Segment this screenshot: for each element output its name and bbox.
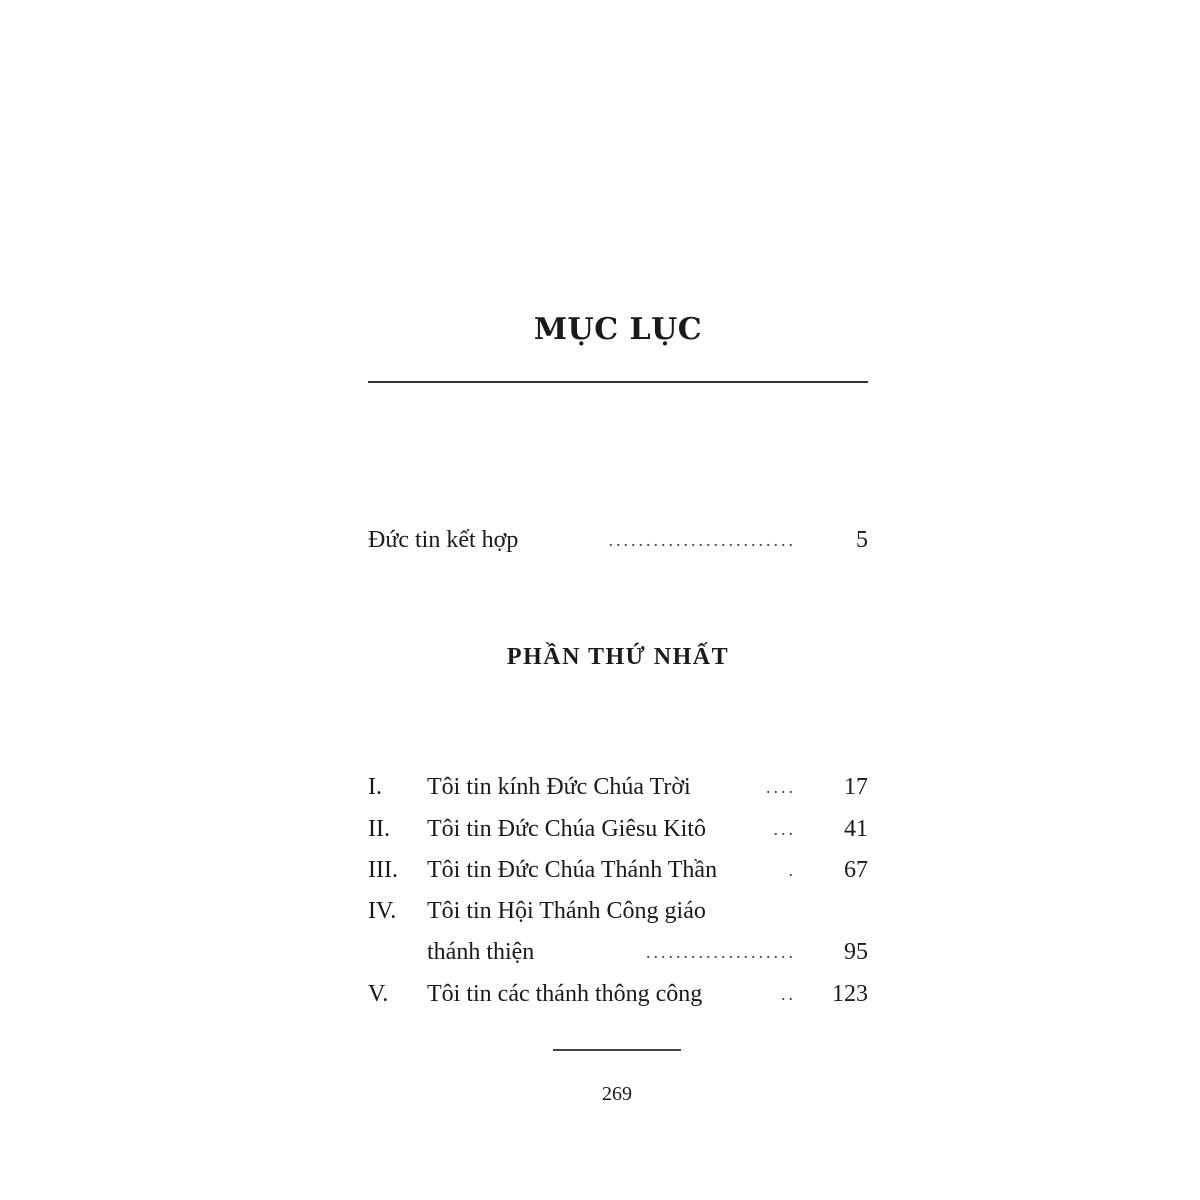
toc-leader-dots: .................... [646, 942, 796, 962]
toc-entry-number: I. [368, 774, 382, 800]
toc-entry [368, 976, 868, 1012]
toc-leader-dots: .... [766, 777, 796, 797]
footer-divider [553, 1049, 681, 1051]
page-title: MỤC LỤC [533, 312, 703, 347]
toc-entry-number: V. [368, 981, 389, 1007]
toc-entry-intro [368, 522, 868, 558]
toc-page-number: 41 [844, 816, 868, 842]
toc-leader-dots: ......................... [608, 530, 796, 550]
toc-page-number: 123 [832, 981, 868, 1007]
toc-entry-label: Tôi tin Hội Thánh Công giáo [427, 898, 706, 924]
toc-entry [368, 852, 868, 888]
toc-entry [368, 811, 868, 847]
toc-entry-number: III. [368, 857, 398, 883]
toc-leader-dots: .. [781, 984, 796, 1004]
toc-leader-dots: . [788, 860, 796, 880]
toc-leader-dots: ... [773, 819, 796, 839]
toc-entry-label: thánh thiện [427, 939, 535, 965]
toc-entry-continuation [368, 934, 868, 970]
toc-entry-label: Đức tin kết hợp [368, 527, 519, 553]
part-heading: PHẦN THỨ NHẤT [506, 644, 730, 670]
toc-entry-label: Tôi tin Đức Chúa Thánh Thần [427, 857, 718, 883]
folio-page-number: 269 [602, 1083, 632, 1105]
toc-entry-label: Tôi tin Đức Chúa Giêsu Kitô [427, 816, 706, 842]
toc-page-number: 67 [844, 857, 868, 883]
title-divider [368, 381, 868, 383]
toc-entry-number: II. [368, 816, 390, 842]
toc-page-number: 95 [844, 939, 868, 965]
toc-page-number: 5 [856, 527, 868, 553]
toc-entry [368, 769, 868, 805]
toc-entry-number: IV. [368, 898, 397, 924]
toc-entry [368, 893, 868, 929]
toc-entry-label: Tôi tin kính Đức Chúa Trời [427, 774, 691, 800]
toc-page-number: 17 [844, 774, 868, 800]
toc-entry-label: Tôi tin các thánh thông công [427, 981, 703, 1007]
